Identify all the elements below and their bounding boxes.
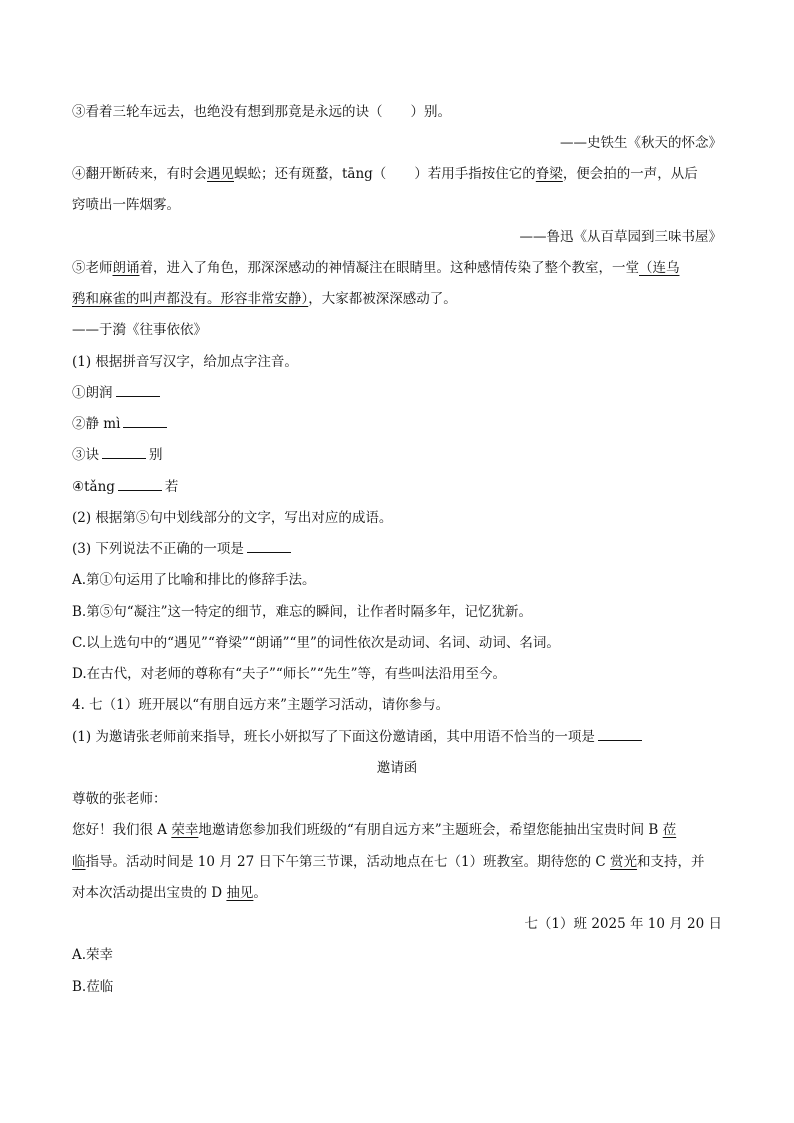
underlined-word: 赏光: [610, 854, 638, 870]
quote-3-text: ③看着三轮车远去，也绝没有想到那竟是永远的诀（: [72, 104, 383, 120]
question-1-title: (1) 根据拼音写汉字，给加点字注音。: [72, 354, 298, 370]
question-1-item-4: [72, 477, 722, 497]
question-1-item-2: [72, 414, 722, 434]
option-b: B.第⑤句“凝注”这一特定的细节，难忘的瞬间，让作者时隔多年，记忆犹新。: [72, 604, 533, 620]
question-1-item-3: [72, 445, 722, 465]
answer-blank[interactable]: [598, 728, 642, 741]
quote-5-part: ，大家都被深深感动了。: [308, 291, 457, 307]
answer-blank[interactable]: [102, 446, 146, 459]
answer-blank[interactable]: [123, 415, 167, 428]
item-label: ③诀: [72, 447, 99, 463]
question-4-title: 4. 七（1）班开展以“有朋自远方来”主题学习活动，请你参与。: [72, 697, 450, 713]
option-c: C.以上选句中的“遇见”“脊梁”“朗诵”“里”的词性依次是动词、名词、动词、名词。: [72, 635, 560, 651]
underlined-phrase: （连乌: [639, 260, 680, 276]
quote-3: [72, 102, 722, 122]
letter-text: 对本次活动提出宝贵的 D: [72, 885, 227, 901]
option-d: D.在古代，对老师的尊称有“夫子”“师长”“先生”等，有些叫法沿用至今。: [72, 666, 507, 682]
item-label: ④tǎng: [72, 479, 115, 495]
underlined-word: 荣幸: [171, 822, 199, 838]
quote-4-line-2: 窍喷出一阵烟雾。: [72, 197, 180, 213]
question-3: [72, 539, 722, 559]
question-4-sub-1-text: (1) 为邀请张老师前来指导，班长小妍拟写了下面这份邀请函，其中用语不恰当的一项是: [72, 729, 595, 745]
underlined-word: 莅: [662, 822, 677, 838]
item-suffix: 别: [149, 447, 163, 463]
option-a: A.第①句运用了比喻和排比的修辞手法。: [72, 572, 316, 588]
letter-text: 。: [253, 885, 267, 901]
quote-4-line-1: [72, 164, 722, 184]
letter-salutation: 尊敬的张老师：: [72, 791, 167, 807]
letter-text: 指导。活动时间是 10 月 27 日下午第三节课，活动地点在七（1）班教室。期待您的 C: [85, 854, 611, 870]
quote-5-part: 着，进入了角色，那深深感动的神情凝注在眼睛里。这种感情传染了整个教室，一堂: [139, 260, 639, 276]
quote-4-source: ——鲁迅《从百草园到三味书屋》: [519, 229, 722, 245]
item-suffix: 若: [164, 479, 179, 495]
item-label: ①朗润: [72, 385, 113, 401]
letter-heading: 邀请函: [376, 760, 418, 776]
letter-text: 您好！我们很 A: [72, 822, 172, 838]
letter-line-3: [72, 883, 722, 903]
underlined-word: 脊梁: [535, 166, 563, 182]
underlined-word: 抽见: [226, 885, 254, 901]
quote-4-part: ④翻开断砖来，有时会: [72, 166, 207, 182]
question-3-text: (3) 下列说法不正确的一项是: [72, 541, 244, 557]
underlined-word: 临: [72, 854, 86, 870]
letter-text: 地邀请您参加我们班级的“有朋自远方来”主题班会，希望您能抽出宝贵时间 B: [198, 822, 663, 838]
question-1-item-1: [72, 383, 722, 403]
quote-4-part: ）若用手指按住它的: [414, 166, 536, 182]
underlined-phrase: 鸦和麻雀的叫声都没有。形容非常安静）: [72, 291, 309, 307]
letter-signature: 七（1）班 2025 年 10 月 20 日: [524, 916, 722, 932]
choice-a: A.荣幸: [72, 947, 114, 963]
letter-line-1: [72, 820, 722, 840]
underlined-word: 朗诵: [112, 260, 140, 276]
choice-b: B.莅临: [72, 979, 114, 995]
quote-3-source: ——史铁生《秋天的怀念》: [560, 135, 722, 151]
quote-4-part: ，便会拍的一声，从后: [562, 166, 698, 182]
item-label: ②静 mì: [72, 416, 121, 432]
letter-line-2: [72, 852, 722, 872]
question-2: (2) 根据第⑤句中划线部分的文字，写出对应的成语。: [72, 510, 393, 526]
answer-blank[interactable]: [116, 384, 160, 397]
question-4-sub-1: [72, 727, 722, 747]
letter-text: 和支持，并: [637, 854, 705, 870]
answer-blank[interactable]: [247, 540, 291, 553]
quote-5-source: ——于漪《往事依依》: [72, 322, 207, 338]
quote-5-part: ⑤老师: [72, 260, 113, 276]
underlined-word: 遇见: [207, 166, 234, 182]
quote-4-part: 蜈蚣；还有斑蝥，tāng（: [234, 166, 387, 182]
quote-5-line-2: [72, 289, 722, 309]
answer-blank[interactable]: [118, 478, 162, 491]
quote-5-line-1: [72, 258, 722, 278]
quote-3-tail: ）别。: [410, 104, 451, 120]
